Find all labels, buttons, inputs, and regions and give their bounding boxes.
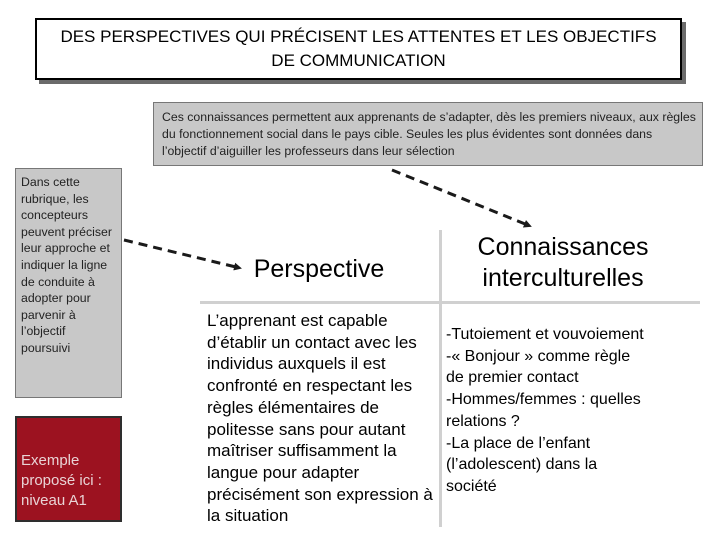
connaissances-item: (l’adolescent) dans la [446,456,598,474]
connaissances-item: -« Bonjour » comme règle [446,347,631,365]
arrow-info-to-connaissances [392,170,530,226]
connaissances-item: société [446,477,497,495]
connaissances-header-line-2: interculturelles [482,264,644,292]
title-line-1: DES PERSPECTIVES QUI PRÉCISENT LES ATTENTES ET LES OBJECTIFS [60,27,657,46]
arrow-side-to-perspective [124,240,240,268]
connaissances-item: -La place de l’enfant [446,434,591,452]
info-box: Ces connaissances permettent aux apprenants de s’adapter, dès les premiers niveaux, aux règles du fonctionnement social dans le pays cible. Seules les plus évidentes sont données dans l’objectif d’aiguiller les professeurs dans leur sélection [153,102,703,166]
perspective-text: L’apprenant est capable d’établir un contact avec les individus auxquels il est confronté en respectant les règles élémentaires de politesse sans pour autant maîtriser suffisamment la langue pour adapter précisément son expression à la situation [207,311,433,526]
connaissances-item: -Tutoiement et vouvoiement [446,326,644,343]
connaissances-header-line-1: Connaissances [477,233,649,261]
title-line-2: DE COMMUNICATION [271,51,446,70]
example-box: Exemple proposé ici : niveau A1 [15,416,122,522]
perspective-header: Perspective [253,254,385,283]
connaissances-item: -Hommes/femmes : quelles [446,391,641,409]
side-note-box: Dans cette rubrique, les concepteurs peuvent préciser leur approche et indiquer la ligne de conduite à adopter pour parvenir à l’objectif poursuivi [15,168,122,398]
connaissances-item: relations ? [446,412,520,430]
connaissances-item: de premier contact [446,369,579,387]
